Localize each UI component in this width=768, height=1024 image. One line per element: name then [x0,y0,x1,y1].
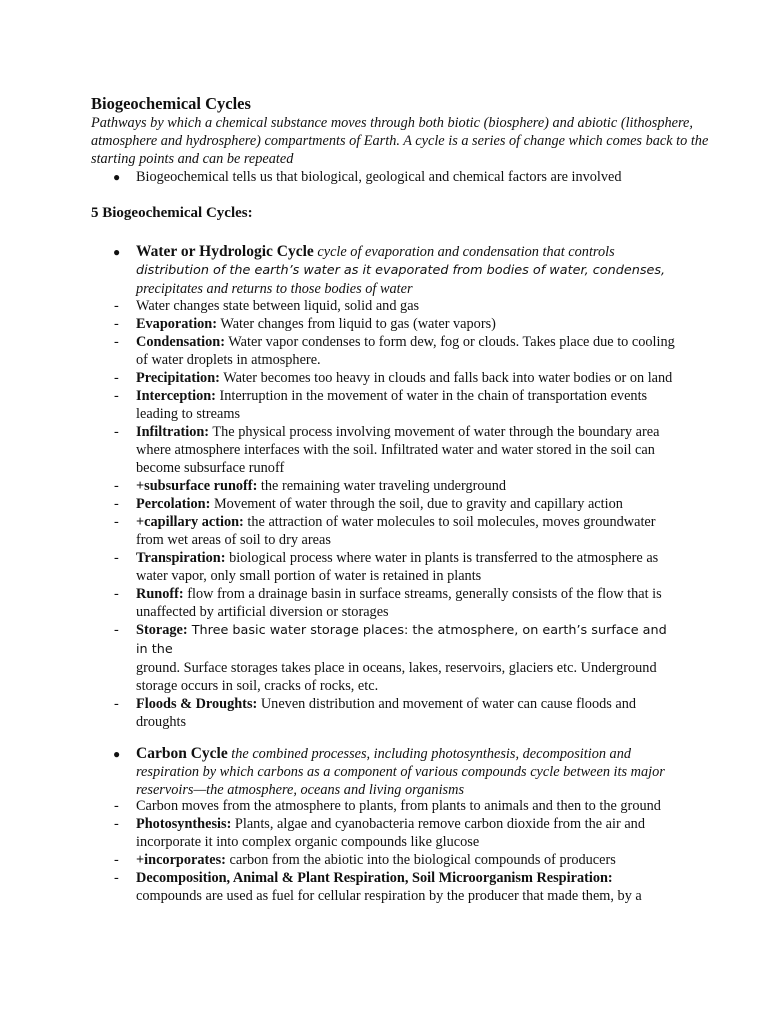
item-text: Water changes from liquid to gas (water vapors) [217,316,496,332]
item-term: Decomposition, Animal & Plant Respiration, Soil Microorganism Respiration: [136,870,613,886]
page-title: Biogeochemical Cycles [91,94,251,113]
item-text: the attraction of water molecules to soil molecules, moves groundwater from wet areas of soil to dry areas [136,514,656,548]
dash-marker: - [114,316,119,332]
list-item [0,477,768,495]
water-cycle-list [0,297,768,731]
intro-note: Biogeochemical tells us that biological, geological and chemical factors are involved [136,169,622,185]
dash-marker: - [114,424,119,440]
dash-marker: - [114,370,119,386]
list-item-text [136,495,681,513]
dash-marker: - [114,870,119,886]
list-item [0,387,768,423]
item-text: the remaining water traveling underground [257,478,506,494]
list-item-text [136,549,681,585]
list-item-text [136,333,681,369]
water-cycle-heading [136,243,691,298]
list-item-text [136,585,681,621]
list-item-text [136,369,681,387]
carbon-cycle-name: Carbon Cycle [136,745,228,762]
item-term: +subsurface runoff: [136,478,258,494]
item-text: Carbon moves from the atmosphere to plants, from plants to animals and then to the ground [136,798,661,814]
list-item-text [136,297,681,315]
item-text-sans: Three basic water storage places: the atmosphere, on earth’s surface and in the [136,623,667,657]
list-item [0,851,768,869]
item-text: carbon from the abiotic into the biological compounds of producers [225,852,616,868]
bullet-icon: ● [113,170,121,184]
list-item-text [136,621,681,695]
list-item [0,549,768,585]
item-term: Precipitation: [136,370,220,386]
item-term: Evaporation: [136,316,218,332]
bullet-icon: ● [113,747,121,761]
section-subtitle: 5 Biogeochemical Cycles: [91,205,253,221]
carbon-cycle-list [0,797,768,905]
item-term: +capillary action: [136,514,244,530]
carbon-cycle-desc: the combined processes, including photosynthesis, decomposition and respiration by which carbons as a component of various compounds cycle between its major reservoirs—the atmosphere, oceans and living organisms [136,746,665,798]
dash-marker: - [114,334,119,350]
list-item-text [136,423,681,477]
list-item-text [136,869,681,905]
item-term: Interception: [136,388,216,404]
dash-marker: - [114,622,119,638]
water-cycle-desc-2: distribution of the earth’s water as it evaporated from bodies of water, condenses, [136,263,666,278]
dash-marker: - [114,298,119,314]
list-item-text [136,387,681,423]
list-item-text [136,513,681,549]
item-text: Water vapor condenses to form dew, fog or clouds. Takes place due to cooling of water droplets in atmosphere. [136,334,675,368]
item-term: Photosynthesis: [136,816,232,832]
list-item [0,333,768,369]
list-item [0,513,768,549]
water-cycle-name: Water or Hydrologic Cycle [136,243,314,260]
list-item [0,815,768,851]
list-item [0,423,768,477]
list-item-text [136,477,681,495]
dash-marker: - [114,586,119,602]
dash-marker: - [114,478,119,494]
item-text: Water becomes too heavy in clouds and falls back into water bodies or on land [219,370,673,386]
dash-marker: - [114,550,119,566]
item-text: Interruption in the movement of water in the chain of transportation events leading to streams [136,388,648,422]
item-term: +incorporates: [136,852,226,868]
list-item-text [136,315,681,333]
list-item [0,869,768,905]
list-item-text [136,851,681,869]
item-text: flow from a drainage basin in surface streams, generally consists of the flow that is unaffected by artificial diversion or storages [136,586,662,620]
item-text: The physical process involving movement of water through the boundary area where atmosphere interfaces with the soil. Infiltrated water and water stored in the soil can become subsurface runoff [136,424,660,476]
item-term: Condensation: [136,334,225,350]
list-item [0,797,768,815]
list-item [0,495,768,513]
item-text: Movement of water through the soil, due to gravity and capillary action [210,496,623,512]
water-cycle-desc-1: cycle of evaporation and condensation that controls [317,244,615,260]
item-text: ground. Surface storages takes place in oceans, lakes, reservoirs, glaciers etc. Underground storage occurs in soil, cracks of rocks, etc. [136,660,657,694]
item-text: compounds are used as fuel for cellular respiration by the producer that made them, by a [136,888,642,904]
item-term: Floods & Droughts: [136,696,258,712]
item-term: Infiltration: [136,424,210,440]
bullet-icon: ● [113,245,121,259]
carbon-cycle-heading [136,745,691,799]
list-item [0,297,768,315]
item-term: Storage: [136,622,188,638]
dash-marker: - [114,852,119,868]
water-cycle-desc-3: precipitates and returns to those bodies of water [136,281,413,297]
dash-marker: - [114,496,119,512]
item-text: Uneven distribution and movement of water can cause floods and droughts [136,696,637,730]
list-item-text [136,797,681,815]
item-text: Plants, algae and cyanobacteria remove carbon dioxide from the air and incorporate it into complex organic compounds like glucose [136,816,645,850]
dash-marker: - [114,388,119,404]
intro-definition: Pathways by which a chemical substance moves through both biotic (biosphere) and abiotic (lithosphere, atmosphere and hydrosphere) compartments of Earth. A cycle is a series of change which comes back to the starting points and can be repeated [91,115,709,167]
dash-marker: - [114,816,119,832]
item-term: Runoff: [136,586,184,602]
list-item [0,621,768,695]
list-item [0,585,768,621]
list-item [0,695,768,731]
dash-marker: - [114,696,119,712]
dash-marker: - [114,514,119,530]
list-item [0,369,768,387]
item-term: Percolation: [136,496,211,512]
list-item-text [136,695,681,731]
list-item-text [136,815,681,851]
list-item [0,315,768,333]
item-text: biological process where water in plants is transferred to the atmosphere as water vapor, only small portion of water is retained in plants [136,550,659,584]
item-term: Transpiration: [136,550,226,566]
dash-marker: - [114,798,119,814]
item-text: Water changes state between liquid, solid and gas [136,298,420,314]
